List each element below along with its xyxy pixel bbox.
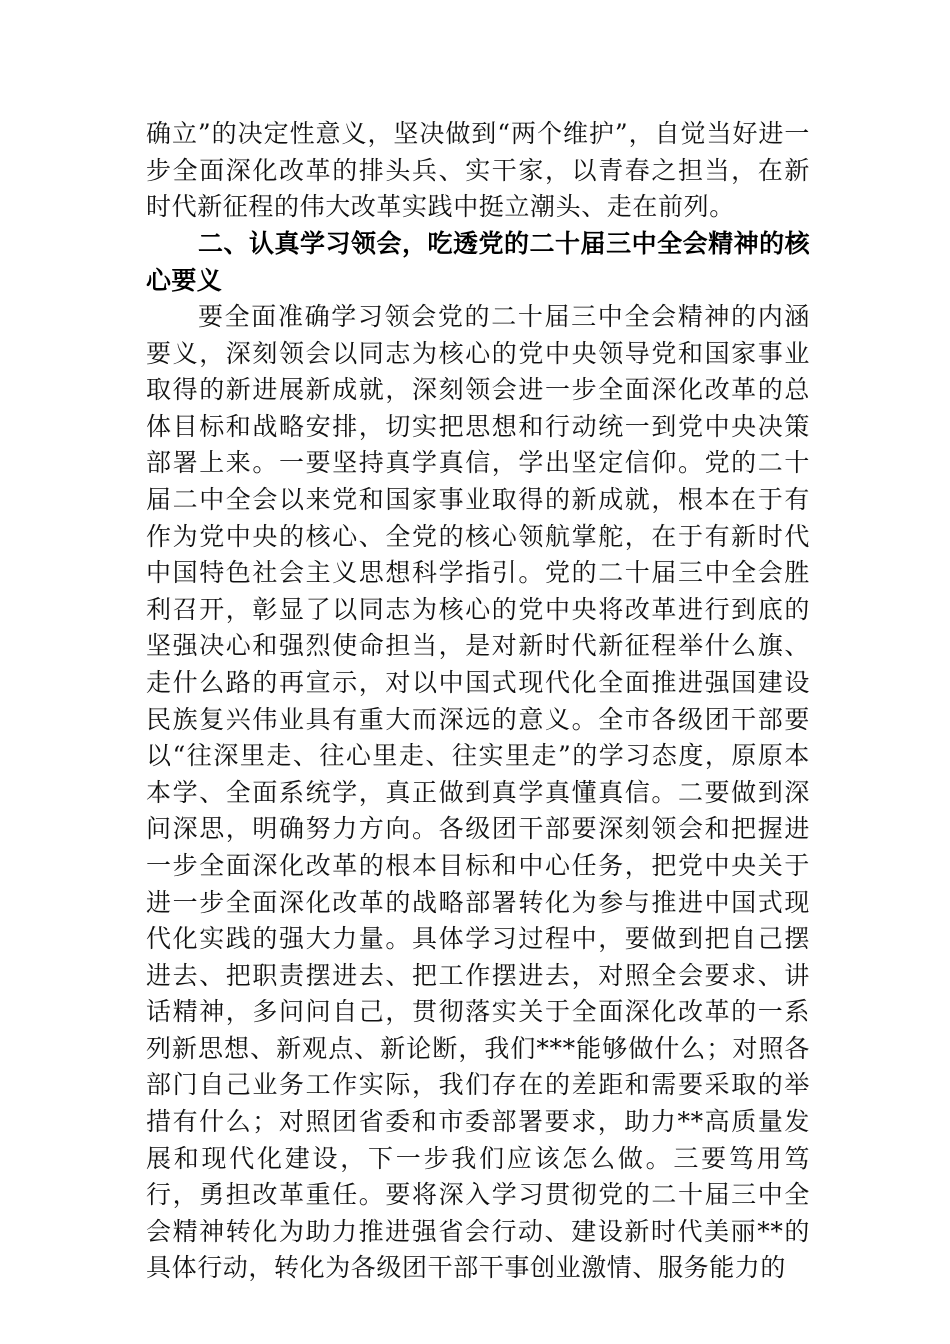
paragraph-continued: 确立”的决定性意义，坚决做到“两个维护”，自觉当好进一步全面深化改革的排头兵、实干家，以青春之担当，在新时代新征程的伟大改革实践中挺立潮头、走在前列。 <box>146 119 810 222</box>
paragraph-main: 要全面准确学习领会党的二十届三中全会精神的内涵要义，深刻领会以同志为核心的党中央领导党和国家事业取得的新进展新成就，深刻领会进一步全面深化改革的总体目标和战略安排，切实把思想和行动统一到党中央决策部署上来。一要坚持真学真信，学出坚定信仰。党的二十届二中全会以来党和国家事业取得的新成就，根本在于有作为党中央的核心、全党的核心领航掌舵，在于有新时代中国特色社会主义思想科学指引。党的二十届三中全会胜利召开，彰显了以同志为核心的党中央将改革进行到底的坚强决心和强烈使命担当，是对新时代新征程举什么旗、走什么路的再宣示，对以中国式现代化全面推进强国建设民族复兴伟业具有重大而深远的意义。全市各级团干部要以“往深里走、往心里走、往实里走”的学习态度，原原本本学、全面系统学，真正做到真学真懂真信。二要做到深问深思，明确努力方向。各级团干部要深刻领会和把握进一步全面深化改革的根本目标和中心任务，把党中央关于进一步全面深化改革的战略部署转化为参与推进中国式现代化实践的强大力量。具体学习过程中，要做到把自己摆进去、把职责摆进去、把工作摆进去，对照全会要求、讲话精神，多问问自己，贯彻落实关于全面深化改革的一系列新思想、新观点、新论断，我们***能够做什么；对照各部门自己业务工作实际，我们存在的差距和需要采取的举措有什么；对照团省委和市委部署要求，助力**高质量发展和现代化建设，下一步我们应该怎么做。三要笃用笃行，勇担改革重任。要将深入学习贯彻党的二十届三中全会精神转化为助力推进强省会行动、建设新时代美丽**的具体行动，转化为各级团干部干事创业激情、服务能力的 <box>146 302 810 1283</box>
section-heading: 二、认真学习领会，吃透党的二十届三中全会精神的核心要义 <box>146 229 810 295</box>
